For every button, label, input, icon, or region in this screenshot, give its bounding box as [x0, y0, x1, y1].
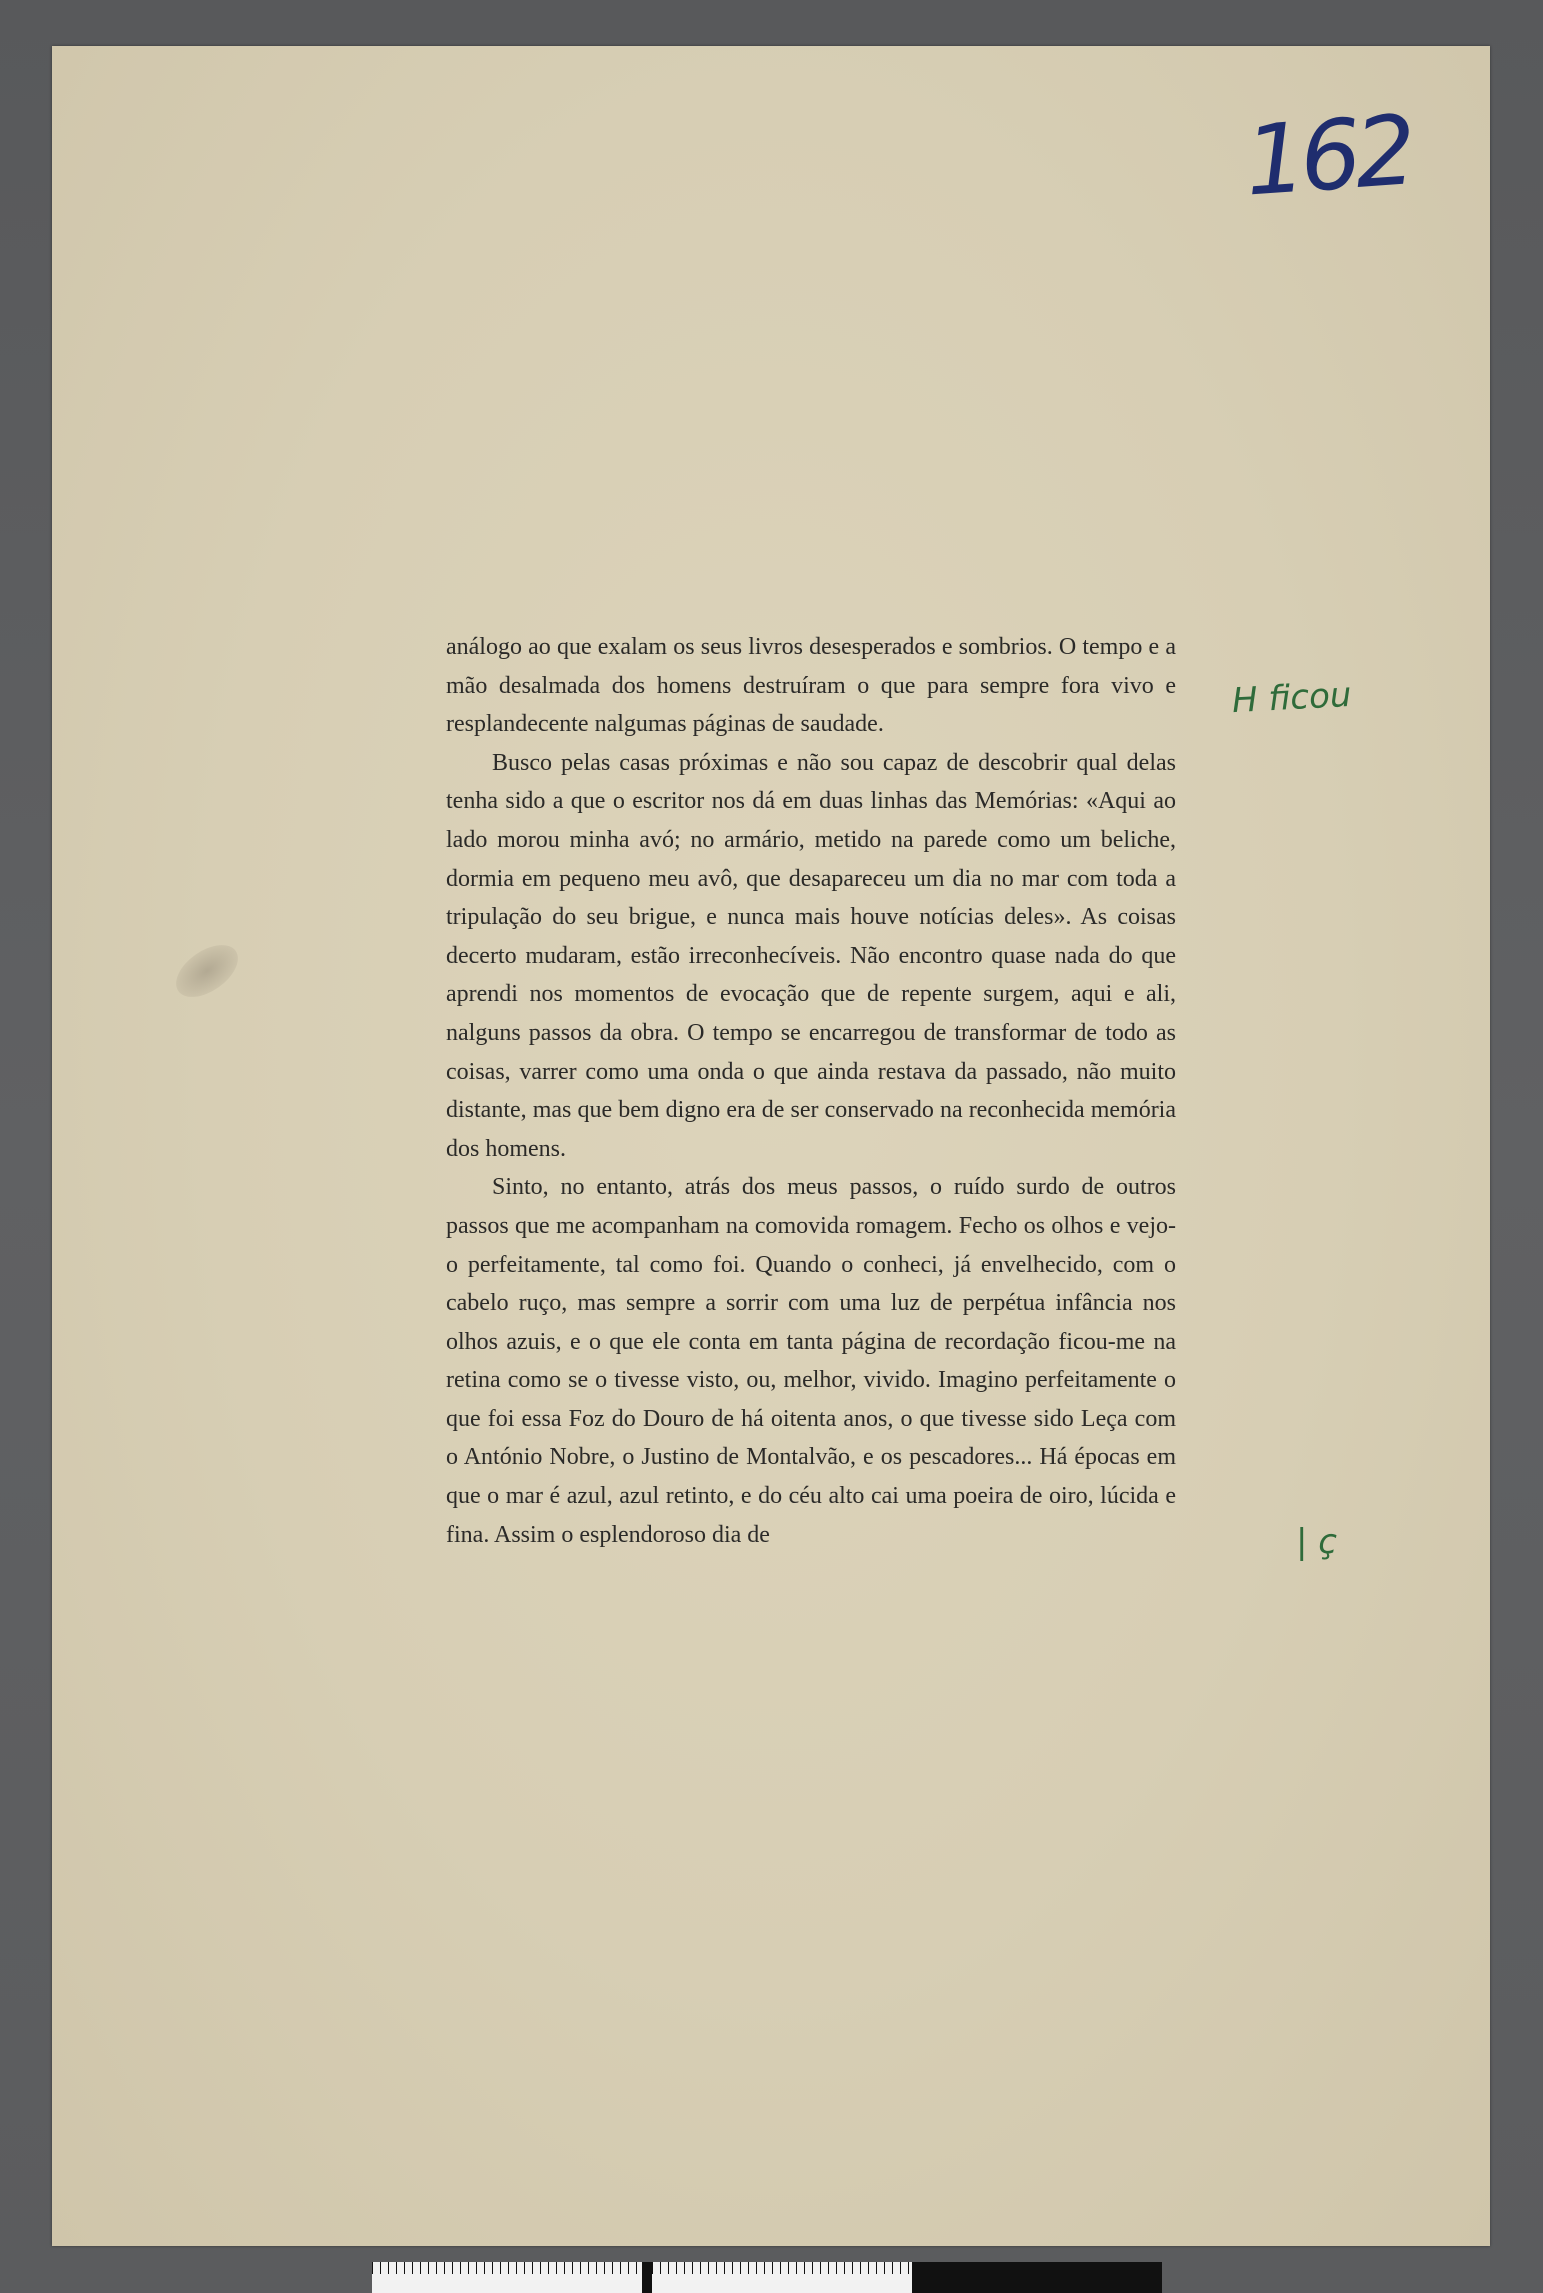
- handwritten-page-number: 162: [1241, 94, 1414, 218]
- ruler-segment-white: [372, 2262, 642, 2293]
- page-smudge: [167, 935, 247, 1008]
- scale-ruler: [372, 2262, 1162, 2293]
- ruler-segment-white: [652, 2262, 912, 2293]
- marginal-correction-lc: | ç: [1296, 1522, 1337, 1562]
- paragraph-3: Sinto, no entanto, atrás dos meus passos, o ruído surdo de outros passos que me acompanham na comovida romagem. Fecho os olhos e vejo-o perfeitamente, tal como foi. Quando o conheci, já envelhecido, com o cabelo ruço, mas sempre a sorrir com uma luz de perpétua infância nos olhos azuis, e o que ele conta em tanta página de recordação ficou-me na retina como se o tivesse visto, ou, melhor, vivido. Imagino perfeitamente o que foi essa Foz do Douro de há oitenta anos, o que tivesse sido Leça com o António Nobre, o Justino de Montalvão, e os pescadores... Há épocas em que o mar é azul, azul retinto, e do céu alto cai uma poeira de oiro, lúcida e fina. Assim o esplendoroso dia de: [446, 1174, 1176, 1548]
- marginal-correction-ficou: H ficou: [1231, 674, 1353, 722]
- ruler-segment-black: [912, 2262, 1162, 2293]
- ruler-segment-black: [642, 2262, 652, 2293]
- body-text: [446, 628, 1176, 1554]
- paragraph-1: análogo ao que exalam os seus livros desesperados e sombrios. O tempo e a mão desalmada dos homens destruíram o que para sempre fora vivo e resplandecente nalgumas páginas de saudade.: [446, 634, 1176, 738]
- paragraph-2: Busco pelas casas próximas e não sou capaz de descobrir qual delas tenha sido a que o escritor nos dá em duas linhas das Memórias: «Aqui ao lado morou minha avó; no armário, metido na parede como um beliche, dormia em pequeno meu avô, que desapareceu um dia no mar com toda a tripulação do seu brigue, e nunca mais houve notícias deles». As coisas decerto mudaram, estão irreconhecíveis. Não encontro quase nada do que aprendi nos momentos de evocação que de repente surgem, aqui e ali, nalguns passos da obra. O tempo se encarregou de transformar de todo as coisas, varrer como uma onda o que ainda restava da passado, não muito distante, mas que bem digno era de ser conservado na reconhecida memória dos homens.: [446, 749, 1176, 1162]
